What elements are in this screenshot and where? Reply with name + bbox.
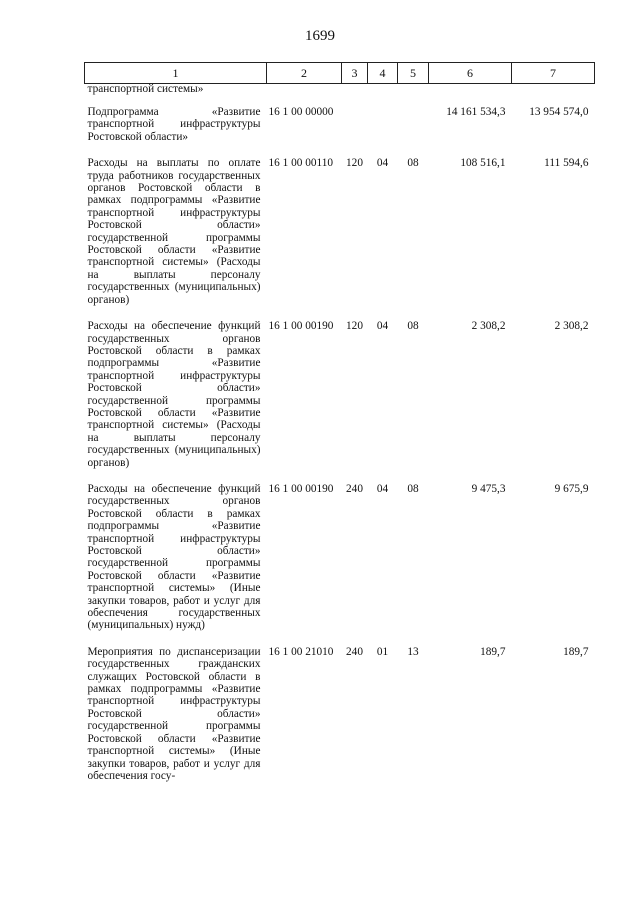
row-code: 16 1 00 00190: [268, 482, 334, 495]
row-rz: [368, 106, 398, 157]
row-vr: [342, 106, 368, 157]
column-header: 5: [398, 63, 429, 84]
table-row: [85, 320, 595, 483]
row-code: 16 1 00 00190: [268, 320, 334, 333]
row-sum1: 14 161 534,3: [446, 106, 506, 118]
row-vr: 120: [346, 157, 363, 170]
column-header: 7: [512, 63, 595, 84]
column-header: 1: [85, 63, 267, 84]
row-code: 16 1 00 21010: [268, 645, 334, 658]
row-pr: [398, 106, 429, 157]
row-rz: 01: [376, 645, 389, 658]
row-sum2: 9 675,9: [554, 482, 589, 495]
row-pr: 08: [407, 320, 419, 333]
row-sum2: 2 308,2: [554, 320, 589, 333]
row-vr: 240: [346, 482, 363, 495]
row-code: 16 1 00 00000: [268, 106, 334, 118]
row-pr: 08: [407, 482, 419, 495]
row-code: 16 1 00 00110: [268, 157, 334, 170]
row-vr: 240: [346, 645, 363, 658]
row-rz: 04: [376, 320, 389, 333]
row-rz: 04: [376, 482, 389, 495]
row-sum2: 189,7: [563, 645, 589, 658]
budget-table: [84, 62, 595, 796]
column-header: 4: [368, 63, 398, 84]
column-header: 2: [267, 63, 342, 84]
row-pr: 13: [407, 645, 419, 658]
row-name: Расходы на выплаты по оплате труда работников государственных органов Ростовской области в рамках подпрограммы «Развитие транспортной инфраструктуры Ростовской области» государственной программы Ростовской области «Развитие транспортной системы» (Расходы на выплаты персоналу государственных (муниципальных) органов): [87, 157, 261, 306]
column-header: 6: [429, 63, 512, 84]
table-row: [85, 157, 595, 320]
row-rz: 04: [376, 157, 389, 170]
row-name: Подпрограмма «Развитие транспортной инфраструктуры Ростовской области»: [87, 106, 261, 143]
row-sum1: 108 516,1: [460, 157, 506, 170]
continuation-text: транспортной системы»: [87, 83, 204, 95]
continuation-row: [85, 84, 595, 107]
row-sum1: 2 308,2: [471, 320, 506, 333]
table-row: [85, 483, 595, 646]
row-name: Расходы на обеспечение функций государственных органов Ростовской области в рамках подпрограммы «Развитие транспортной инфраструктуры Ростовской области» государственной программы Ростовской области «Развитие транспортной системы» (Иные закупки товаров, работ и услуг для обеспечения государственных (муниципальных) нужд): [87, 482, 261, 632]
row-sum2: 111 594,6: [544, 157, 589, 170]
table-row: [85, 106, 595, 157]
row-sum2: 13 954 574,0: [529, 106, 589, 118]
row-vr: 120: [346, 320, 363, 333]
row-pr: 08: [407, 157, 419, 170]
page-number: 1699: [305, 28, 335, 44]
column-header: 3: [342, 63, 368, 84]
table-row: [85, 646, 595, 796]
row-sum1: 189,7: [480, 645, 506, 658]
row-name: Расходы на обеспечение функций государственных органов Ростовской области в рамках подпрограммы «Развитие транспортной инфраструктуры Ростовской области» государственной программы Ростовской области «Развитие транспортной системы» (Расходы на выплаты персоналу государственных (муниципальных) органов): [87, 320, 261, 469]
row-name: Мероприятия по диспансеризации государственных гражданских служащих Ростовской области в рамках подпрограммы «Развитие транспортной инфраструктуры Ростовской области» государственной программы Ростовской области «Развитие транспортной системы» (Иные закупки товаров, работ и услуг для обеспечения госу-: [87, 645, 261, 782]
row-sum1: 9 475,3: [471, 482, 506, 495]
table-header-row: [85, 63, 595, 84]
